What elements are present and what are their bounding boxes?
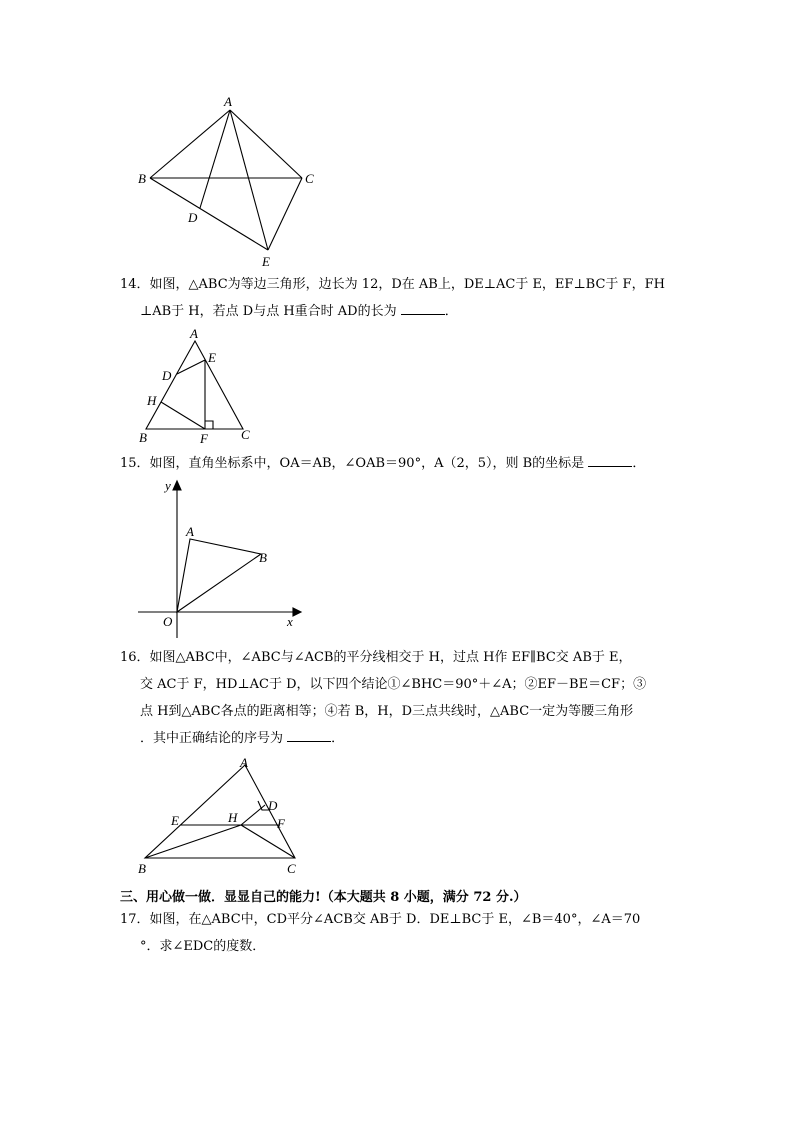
label-d: D xyxy=(268,798,278,813)
q17-line-1: 17．如图，在△ABC中，CD平分∠ACB交 AB于 D．DE⊥BC于 E，∠B＝40°，∠A＝70 xyxy=(120,912,641,927)
answer-blank-16[interactable] xyxy=(287,729,331,742)
right-angle-mark xyxy=(205,421,213,429)
segment-ad xyxy=(200,110,230,208)
label-b: B xyxy=(138,171,146,186)
segment-ae xyxy=(230,110,268,250)
label-a: A xyxy=(224,94,232,109)
q14-line-2: ⊥AB于 H，若点 D与点 H重合时 AD的长为 xyxy=(140,304,397,319)
q16-line-1: 16．如图△ABC中，∠ABC与∠ACB的平分线相交于 H，过点 H作 EF∥BC交 AB于 E， xyxy=(120,650,632,665)
q16-line-4: ．其中正确结论的序号为 xyxy=(140,731,284,746)
q15-end: ． xyxy=(632,456,646,471)
figure-q16 xyxy=(135,755,310,880)
label-c: C xyxy=(305,171,314,186)
figure-q15 xyxy=(135,476,315,636)
segment-ab xyxy=(150,110,230,178)
q15-line-1: 15．如图，直角坐标系中，OA＝AB，∠OAB＝90°，A（2，5），则 B的坐标是 xyxy=(120,456,585,471)
figure-q13-svg xyxy=(130,90,330,270)
question-14 xyxy=(120,271,690,325)
q14-end: ． xyxy=(444,304,458,319)
q16-end: ． xyxy=(331,731,345,746)
section-3-heading: 三、用心做一做．显显自己的能力!（本大题共 8 小题，满分 72 分.） xyxy=(120,890,527,905)
figure-q13 xyxy=(130,90,330,270)
q15-line-1-row xyxy=(120,450,690,477)
question-16 xyxy=(120,644,690,752)
label-e: E xyxy=(208,350,216,365)
figure-q14-svg xyxy=(135,328,265,446)
q16-line-2: 交 AC于 F，HD⊥AC于 D，以下四个结论①∠BHC＝90°＋∠A；②EF－BE＝CF；③ xyxy=(140,677,647,692)
label-y: y xyxy=(165,478,171,493)
segment-fh xyxy=(161,402,205,429)
label-h: H xyxy=(147,393,157,408)
figure-q14 xyxy=(135,328,265,446)
q16-line-3: 点 H到△ABC各点的距离相等；④若 B，H，D三点共线时，△ABC一定为等腰三角形 xyxy=(140,704,634,719)
label-b: B xyxy=(139,430,147,445)
question-17 xyxy=(120,906,690,960)
label-o: O xyxy=(163,614,173,629)
label-c: C xyxy=(287,861,296,876)
label-x: x xyxy=(287,614,293,629)
label-a: A xyxy=(186,524,194,539)
q17-line-2: °．求∠EDC的度数． xyxy=(140,939,266,954)
q14-line-2-row xyxy=(120,298,690,325)
label-e: E xyxy=(262,254,270,269)
triangle-oab xyxy=(177,539,261,612)
label-f: F xyxy=(200,431,208,446)
label-c: C xyxy=(241,427,250,442)
label-d: D xyxy=(162,368,172,383)
label-d: D xyxy=(188,210,198,225)
figure-q15-svg xyxy=(135,476,315,636)
y-axis-arrow xyxy=(173,481,181,490)
q14-line-1: 14．如图，△ABC为等边三角形，边长为 12，D在 AB上，DE⊥AC于 E，EF⊥BC于 F，FH xyxy=(120,277,665,292)
segment-ce xyxy=(268,178,302,250)
answer-blank-15[interactable] xyxy=(588,454,632,467)
x-axis-arrow xyxy=(293,608,301,616)
segment-ac xyxy=(230,110,302,178)
segment-bh xyxy=(145,825,241,858)
label-a: A xyxy=(190,326,198,341)
label-b: B xyxy=(259,550,267,565)
label-b: B xyxy=(138,861,146,876)
figure-q16-svg xyxy=(135,755,310,880)
segment-ch xyxy=(241,825,295,858)
answer-blank-14[interactable] xyxy=(401,302,445,315)
label-f: F xyxy=(277,816,285,831)
segment-de xyxy=(177,360,205,374)
label-e: E xyxy=(171,813,179,828)
label-h: H xyxy=(228,810,238,825)
q16-line-4-row xyxy=(120,725,690,752)
segment-be xyxy=(150,178,268,250)
question-15 xyxy=(120,450,690,477)
label-a: A xyxy=(240,755,248,770)
triangle-abc xyxy=(146,341,243,429)
